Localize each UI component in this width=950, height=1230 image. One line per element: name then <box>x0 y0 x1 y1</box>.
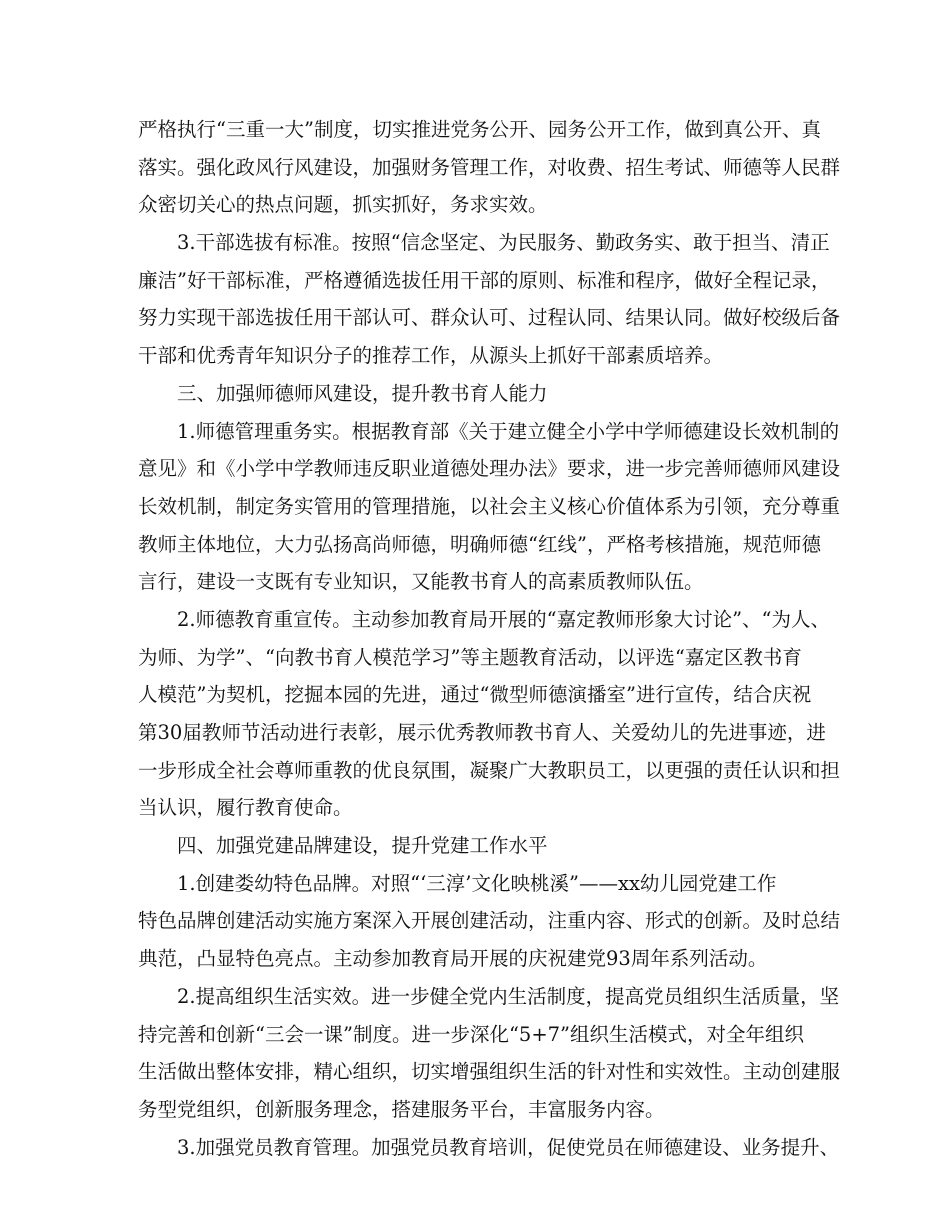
text-line: 落实。强化政风行风建设，加强财务管理工作，对收费、招生考试、师德等人民群 <box>138 155 841 179</box>
text-line: 众密切关心的热点问题，抓实抓好，务求实效。 <box>138 193 548 217</box>
paragraph-start-line: 1.师德管理重务实。根据教育部《关于建立健全小学中学师德建设长效机制的 <box>177 419 840 443</box>
text-line: 教师主体地位，大力弘扬高尚师德，明确师德“红线”，严格考核措施，规范师德 <box>138 532 821 556</box>
text-line: 意见》和《小学中学教师违反职业道德处理办法》要求，进一步完善师德师风建设 <box>138 457 841 481</box>
paragraph-start-line: 3.加强党员教育管理。加强党员教育培训，促使党员在师德建设、业务提升、 <box>177 1135 840 1159</box>
paragraph-start-line: 1.创建娄幼特色品牌。对照“‘三淳’文化映桃溪”——xx幼儿园党建工作 <box>177 871 777 895</box>
paragraph-start-line: 2.师德教育重宣传。主动参加教育局开展的“嘉定教师形象大讨论”、“为人、 <box>177 607 831 631</box>
text-line: 长效机制，制定务实管用的管理措施，以社会主义核心价值体系为引领，充分尊重 <box>138 494 841 518</box>
text-line: 当认识，履行教育使命。 <box>138 796 353 820</box>
text-line: 严格执行“三重一大”制度，切实推进党务公开、园务公开工作，做到真公开、真 <box>138 118 821 141</box>
text-line: 一步形成全社会尊师重教的优良氛围，凝聚广大教职员工，以更强的责任认识和担 <box>138 758 841 782</box>
section-heading: 四、加强党建品牌建设，提升党建工作水平 <box>177 834 548 858</box>
text-line: 廉洁”好干部标准，严格遵循选拔任用干部的原则、标准和程序，做好全程记录， <box>138 268 831 292</box>
text-line: 干部和优秀青年知识分子的推荐工作，从源头上抓好干部素质培养。 <box>138 344 724 368</box>
text-line: 生活做出整体安排，精心组织，切实增强组织生活的针对性和实效性。主动创建服 <box>138 1060 841 1084</box>
text-line: 第30届教师节活动进行表彰，展示优秀教师教书育人、关爱幼儿的先进事迹，进 <box>138 721 826 744</box>
text-line: 为师、为学”、“向教书育人模范学习”等主题教育活动，以评选“嘉定区教书育 <box>138 645 802 669</box>
paragraph-start-line: 3.干部选拔有标准。按照“信念坚定、为民服务、勤政务实、敢于担当、清正 <box>177 231 830 255</box>
text-line: 持完善和创新“三会一课”制度。进一步深化“5+7”组织生活模式，对全年组织 <box>138 1022 805 1046</box>
text-line: 典范，凸显特色亮点。主动参加教育局开展的庆祝建党93周年系列活动。 <box>138 947 768 971</box>
text-line: 特色品牌创建活动实施方案深入开展创建活动，注重内容、形式的创新。及时总结 <box>138 909 841 933</box>
body-text <box>138 111 841 1166</box>
paragraph-start-line: 2.提高组织生活实效。进一步健全党内生活制度，提高党员组织生活质量，坚 <box>177 984 840 1008</box>
section-heading: 三、加强师德师风建设，提升教书育人能力 <box>177 381 548 405</box>
text-line: 人模范”为契机，挖掘本园的先进，通过“微型师德演播室”进行宣传，结合庆祝 <box>138 683 812 707</box>
text-line: 言行，建设一支既有专业知识，又能教书育人的高素质教师队伍。 <box>138 570 704 594</box>
text-line: 努力实现干部选拔任用干部认可、群众认可、过程认同、结果认同。做好校级后备 <box>138 306 841 330</box>
text-line: 务型党组织，创新服务理念，搭建服务平台，丰富服务内容。 <box>138 1097 665 1121</box>
